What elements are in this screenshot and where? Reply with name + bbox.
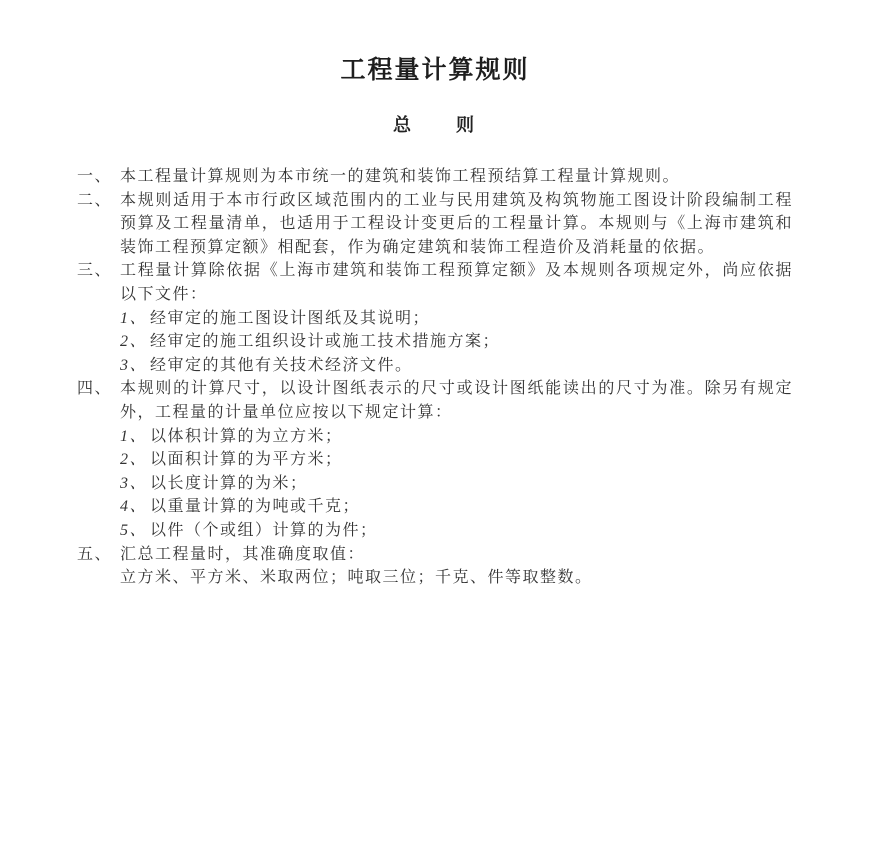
item-text: 经审定的其他有关技术经济文件。 [150, 356, 413, 374]
item-text: 本规则适用于本市行政区域范围内的工业与民用建筑及构筑物施工图设计阶段编制工程预算及工程量清单，也适用于工程设计变更后的工程量计算。本规则与《上海市建筑和装饰工程预算定额》相配套，作为确定建筑和装饰工程造价及消耗量的依据。 [120, 191, 793, 256]
item-text: 经审定的施工图设计图纸及其说明； [150, 309, 431, 327]
rule-item-3-sub-3 [120, 354, 793, 378]
item-text: 本工程量计算规则为本市统一的建筑和装饰工程预结算工程量计算规则。 [120, 168, 681, 185]
rule-item-3-sub-2 [120, 330, 793, 354]
rule-item-1 [77, 165, 793, 189]
rule-item-4-sub-5 [120, 519, 793, 543]
rule-item-3-sub-1 [120, 307, 793, 331]
item-marker: 5、 [120, 521, 148, 539]
document-subtitle: 总 则 [393, 115, 477, 135]
rule-item-4 [77, 377, 793, 424]
item-text: 工程量计算除依据《上海市建筑和装饰工程预算定额》及本规则各项规定外，尚应依据以下文件： [120, 262, 793, 303]
item-marker: 4、 [120, 498, 148, 516]
item-marker: 五、 [77, 545, 113, 563]
rule-item-5 [77, 543, 793, 567]
item-marker: 二、 [77, 191, 113, 209]
rule-item-5-detail [120, 566, 793, 590]
item-marker: 2、 [120, 333, 148, 351]
item-marker: 3、 [120, 474, 148, 492]
rule-item-2 [77, 189, 793, 260]
rule-item-4-sub-2 [120, 448, 793, 472]
item-text: 以件（个或组）计算的为件； [150, 521, 378, 539]
item-marker: 1、 [120, 427, 148, 445]
item-marker: 2、 [120, 451, 148, 469]
item-marker: 一、 [77, 168, 113, 185]
item-text: 以体积计算的为立方米； [150, 427, 343, 445]
rule-item-3 [77, 259, 793, 306]
item-marker: 三、 [77, 262, 113, 280]
item-marker: 四、 [77, 380, 113, 398]
item-text: 本规则的计算尺寸，以设计图纸表示的尺寸或设计图纸能读出的尺寸为准。除另有规定外，工程量的计量单位应按以下规定计算： [120, 380, 793, 421]
item-text: 经审定的施工组织设计或施工技术措施方案； [150, 333, 501, 351]
item-text: 以重量计算的为吨或千克； [150, 498, 361, 516]
rule-item-4-sub-1 [120, 425, 793, 449]
rule-item-4-sub-3 [120, 472, 793, 496]
document-title: 工程量计算规则 [340, 57, 530, 84]
item-text: 立方米、平方米、米取两位；吨取三位；千克、件等取整数。 [120, 569, 593, 587]
item-text: 以长度计算的为米； [150, 474, 308, 492]
item-text: 以面积计算的为平方米； [150, 451, 343, 469]
item-marker: 3、 [120, 356, 148, 374]
rule-item-4-sub-4 [120, 495, 793, 519]
document-body [77, 165, 793, 590]
item-text: 汇总工程量时，其准确度取值： [120, 545, 366, 563]
item-marker: 1、 [120, 309, 148, 327]
